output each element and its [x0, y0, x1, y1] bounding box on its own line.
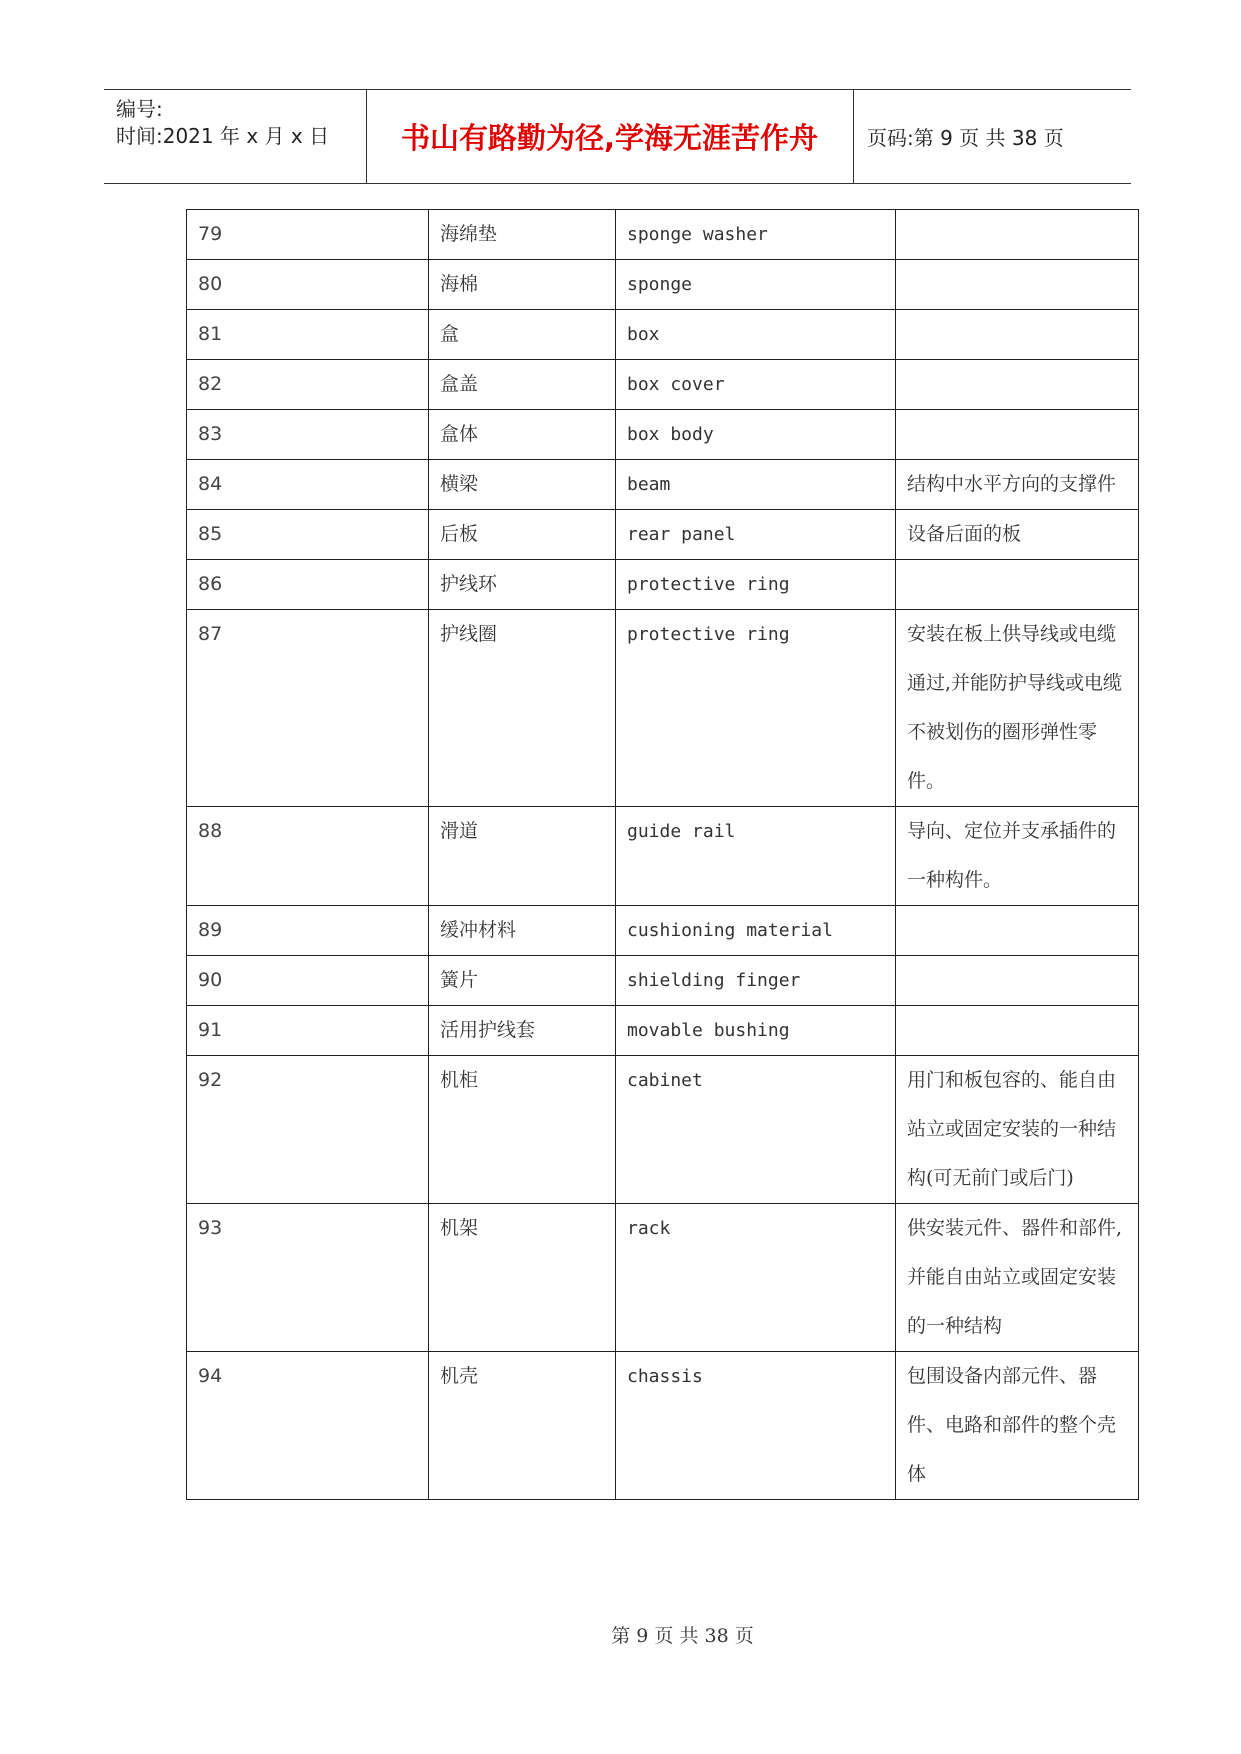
term-number-cell: 90: [187, 956, 429, 1006]
term-chinese-cell: 滑道: [429, 807, 616, 906]
table-row: [187, 610, 1139, 807]
table-row: [187, 260, 1139, 310]
table-row: [187, 906, 1139, 956]
table-row: [187, 956, 1139, 1006]
term-english-cell: movable bushing: [616, 1006, 896, 1056]
term-english-cell: chassis: [616, 1352, 896, 1500]
term-english-cell: box: [616, 310, 896, 360]
term-description-cell: [896, 1006, 1139, 1056]
term-chinese-cell: 缓冲材料: [429, 906, 616, 956]
term-description-cell: [896, 210, 1139, 260]
term-description-cell: [896, 560, 1139, 610]
term-english-cell: protective ring: [616, 560, 896, 610]
term-number-cell: 87: [187, 610, 429, 807]
document-date-label: 时间:2021 年 x 月 x 日: [116, 124, 330, 148]
term-number-cell: 86: [187, 560, 429, 610]
header-motto: 书山有路勤为径,学海无涯苦作舟: [366, 90, 854, 183]
table-row: [187, 1352, 1139, 1500]
term-english-cell: beam: [616, 460, 896, 510]
term-number-cell: 81: [187, 310, 429, 360]
term-number-cell: 92: [187, 1056, 429, 1204]
term-description-cell: [896, 410, 1139, 460]
term-number-cell: 91: [187, 1006, 429, 1056]
term-chinese-cell: 后板: [429, 510, 616, 560]
table-row: [187, 1056, 1139, 1204]
term-english-cell: cabinet: [616, 1056, 896, 1204]
term-english-cell: guide rail: [616, 807, 896, 906]
term-chinese-cell: 护线环: [429, 560, 616, 610]
term-number-cell: 85: [187, 510, 429, 560]
term-description-cell: 用门和板包容的、能自由站立或固定安装的一种结构(可无前门或后门): [896, 1056, 1139, 1204]
term-number-cell: 82: [187, 360, 429, 410]
term-description-cell: [896, 260, 1139, 310]
glossary-table: [186, 209, 1139, 1500]
term-english-cell: protective ring: [616, 610, 896, 807]
term-number-cell: 94: [187, 1352, 429, 1500]
term-description-cell: [896, 956, 1139, 1006]
table-row: [187, 807, 1139, 906]
table-row: [187, 510, 1139, 560]
term-english-cell: cushioning material: [616, 906, 896, 956]
term-chinese-cell: 盒盖: [429, 360, 616, 410]
term-number-cell: 83: [187, 410, 429, 460]
term-number-cell: 89: [187, 906, 429, 956]
table-row: [187, 410, 1139, 460]
document-number-label: 编号:: [116, 97, 163, 121]
table-row: [187, 310, 1139, 360]
page-footer: 第 9 页 共 38 页: [611, 1625, 754, 1647]
table-row: [187, 460, 1139, 510]
term-english-cell: sponge: [616, 260, 896, 310]
term-english-cell: box body: [616, 410, 896, 460]
term-description-cell: [896, 360, 1139, 410]
term-chinese-cell: 护线圈: [429, 610, 616, 807]
term-description-cell: [896, 906, 1139, 956]
glossary-body: [187, 210, 1139, 1500]
term-chinese-cell: 机架: [429, 1204, 616, 1352]
table-row: [187, 210, 1139, 260]
term-english-cell: rack: [616, 1204, 896, 1352]
term-chinese-cell: 簧片: [429, 956, 616, 1006]
page-header: [104, 89, 1131, 184]
term-description-cell: 安装在板上供导线或电缆通过,并能防护导线或电缆不被划伤的圈形弹性零件。: [896, 610, 1139, 807]
term-english-cell: box cover: [616, 360, 896, 410]
table-row: [187, 360, 1139, 410]
header-page-label: 页码:第 9 页 共 38 页: [867, 126, 1064, 150]
term-description-cell: 包围设备内部元件、器件、电路和部件的整个壳体: [896, 1352, 1139, 1500]
term-chinese-cell: 海绵垫: [429, 210, 616, 260]
term-description-cell: 供安装元件、器件和部件,并能自由站立或固定安装的一种结构: [896, 1204, 1139, 1352]
term-english-cell: shielding finger: [616, 956, 896, 1006]
term-chinese-cell: 盒体: [429, 410, 616, 460]
term-description-cell: [896, 310, 1139, 360]
term-number-cell: 93: [187, 1204, 429, 1352]
term-chinese-cell: 机壳: [429, 1352, 616, 1500]
term-english-cell: sponge washer: [616, 210, 896, 260]
term-chinese-cell: 机柜: [429, 1056, 616, 1204]
term-chinese-cell: 海棉: [429, 260, 616, 310]
header-meta: [104, 90, 367, 183]
term-number-cell: 80: [187, 260, 429, 310]
term-english-cell: rear panel: [616, 510, 896, 560]
term-number-cell: 79: [187, 210, 429, 260]
term-chinese-cell: 横梁: [429, 460, 616, 510]
table-row: [187, 1006, 1139, 1056]
term-number-cell: 88: [187, 807, 429, 906]
table-row: [187, 560, 1139, 610]
term-description-cell: 导向、定位并支承插件的一种构件。: [896, 807, 1139, 906]
term-number-cell: 84: [187, 460, 429, 510]
term-chinese-cell: 活用护线套: [429, 1006, 616, 1056]
table-row: [187, 1204, 1139, 1352]
term-description-cell: 结构中水平方向的支撑件: [896, 460, 1139, 510]
term-description-cell: 设备后面的板: [896, 510, 1139, 560]
term-chinese-cell: 盒: [429, 310, 616, 360]
